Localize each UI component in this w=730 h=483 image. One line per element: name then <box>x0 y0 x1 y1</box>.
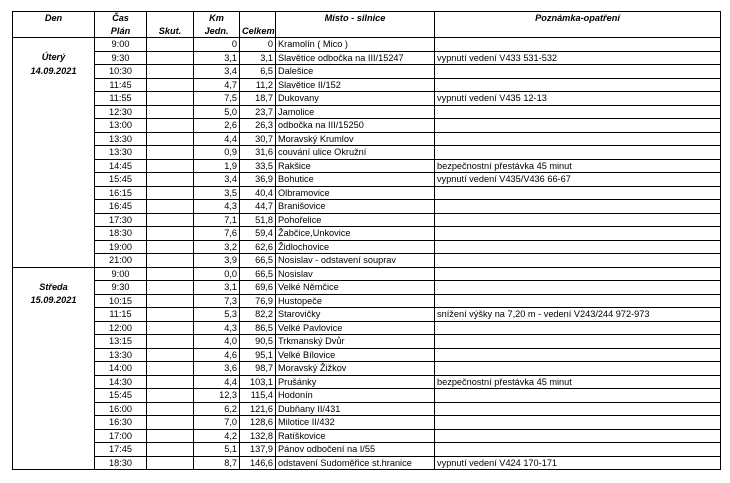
cell-km-celkem: 132,8 <box>240 429 276 443</box>
table-row <box>13 375 721 389</box>
cell-poznamka <box>435 65 721 79</box>
day-cell <box>13 416 95 430</box>
cell-misto: Olbramovice <box>276 186 435 200</box>
cell-plan: 9:30 <box>95 51 147 65</box>
cell-km-celkem: 95,1 <box>240 348 276 362</box>
cell-plan: 14:45 <box>95 159 147 173</box>
cell-plan: 9:00 <box>95 38 147 52</box>
cell-km-jedn: 3,4 <box>194 173 240 187</box>
cell-km-jedn: 4,4 <box>194 375 240 389</box>
table-row <box>13 132 721 146</box>
cell-km-celkem: 62,6 <box>240 240 276 254</box>
cell-km-celkem: 59,4 <box>240 227 276 241</box>
cell-km-celkem: 146,6 <box>240 456 276 470</box>
cell-poznamka: vypnutí vedení V424 170-171 <box>435 456 721 470</box>
table-row <box>13 308 721 322</box>
cell-km-celkem: 6,5 <box>240 65 276 79</box>
table-row <box>13 416 721 430</box>
cell-plan: 10:15 <box>95 294 147 308</box>
table-row <box>13 294 721 308</box>
day-cell <box>13 159 95 173</box>
cell-plan: 17:00 <box>95 429 147 443</box>
cell-poznamka <box>435 200 721 214</box>
table-row <box>13 119 721 133</box>
cell-skut <box>147 65 194 79</box>
cell-km-celkem: 36,9 <box>240 173 276 187</box>
cell-misto: Velké Pavlovice <box>276 321 435 335</box>
cell-misto: Kramolín ( Mico ) <box>276 38 435 52</box>
cell-plan: 11:55 <box>95 92 147 106</box>
cell-km-celkem: 44,7 <box>240 200 276 214</box>
cell-poznamka <box>435 416 721 430</box>
cell-km-celkem: 23,7 <box>240 105 276 119</box>
cell-km-celkem: 66,5 <box>240 254 276 268</box>
cell-km-celkem: 121,6 <box>240 402 276 416</box>
header-row-1 <box>13 12 721 25</box>
cell-plan: 18:30 <box>95 456 147 470</box>
day-date: 14.09.2021 <box>13 65 95 79</box>
header-plan: Plán <box>95 24 147 38</box>
cell-plan: 13:30 <box>95 132 147 146</box>
cell-km-celkem: 115,4 <box>240 389 276 403</box>
cell-poznamka <box>435 348 721 362</box>
header-cas: Čas <box>95 12 147 25</box>
cell-skut <box>147 254 194 268</box>
cell-misto: Hustopeče <box>276 294 435 308</box>
cell-skut <box>147 281 194 295</box>
cell-misto: odstavení Sudoměřice st.hranice <box>276 456 435 470</box>
table-row <box>13 362 721 376</box>
table-row <box>13 321 721 335</box>
cell-misto: Velké Němčice <box>276 281 435 295</box>
cell-km-celkem: 18,7 <box>240 92 276 106</box>
cell-poznamka <box>435 105 721 119</box>
cell-skut <box>147 456 194 470</box>
day-cell <box>13 173 95 187</box>
cell-poznamka <box>435 321 721 335</box>
cell-poznamka: vypnutí vedení V433 531-532 <box>435 51 721 65</box>
table-row <box>13 105 721 119</box>
cell-skut <box>147 92 194 106</box>
cell-misto: Dukovany <box>276 92 435 106</box>
cell-poznamka: vypnutí vedení V435/V436 66-67 <box>435 173 721 187</box>
cell-skut <box>147 105 194 119</box>
cell-skut <box>147 159 194 173</box>
cell-km-jedn: 0 <box>194 38 240 52</box>
cell-km-celkem: 137,9 <box>240 443 276 457</box>
cell-plan: 17:30 <box>95 213 147 227</box>
cell-misto: Dalešice <box>276 65 435 79</box>
cell-plan: 13:30 <box>95 348 147 362</box>
day-cell <box>13 402 95 416</box>
cell-km-celkem: 40,4 <box>240 186 276 200</box>
cell-plan: 16:30 <box>95 416 147 430</box>
cell-skut <box>147 335 194 349</box>
cell-poznamka <box>435 335 721 349</box>
cell-km-jedn: 4,2 <box>194 429 240 443</box>
cell-km-jedn: 3,6 <box>194 362 240 376</box>
cell-km-jedn: 4,3 <box>194 321 240 335</box>
cell-poznamka <box>435 119 721 133</box>
table-row <box>13 146 721 160</box>
cell-plan: 12:00 <box>95 321 147 335</box>
cell-km-celkem: 26,3 <box>240 119 276 133</box>
cell-km-jedn: 7,6 <box>194 227 240 241</box>
cell-poznamka <box>435 132 721 146</box>
cell-misto: Branišovice <box>276 200 435 214</box>
cell-plan: 15:45 <box>95 389 147 403</box>
cell-km-celkem: 3,1 <box>240 51 276 65</box>
day-cell <box>13 200 95 214</box>
day-cell <box>13 92 95 106</box>
cell-poznamka <box>435 146 721 160</box>
cell-km-jedn: 4,3 <box>194 200 240 214</box>
schedule-body <box>13 38 721 470</box>
cell-skut <box>147 429 194 443</box>
route-schedule-table <box>12 11 721 470</box>
table-row <box>13 267 721 281</box>
table-row <box>13 38 721 52</box>
cell-plan: 9:30 <box>95 281 147 295</box>
cell-skut <box>147 213 194 227</box>
cell-misto: Žabčice,Unkovice <box>276 227 435 241</box>
cell-plan: 15:45 <box>95 173 147 187</box>
cell-poznamka <box>435 402 721 416</box>
cell-poznamka <box>435 389 721 403</box>
cell-km-celkem: 103,1 <box>240 375 276 389</box>
cell-skut <box>147 402 194 416</box>
header-skut: Skut. <box>147 24 194 38</box>
cell-km-jedn: 5,0 <box>194 105 240 119</box>
cell-skut <box>147 51 194 65</box>
table-row <box>13 51 721 65</box>
cell-km-celkem: 128,6 <box>240 416 276 430</box>
cell-km-jedn: 1,9 <box>194 159 240 173</box>
cell-km-jedn: 4,4 <box>194 132 240 146</box>
day-cell <box>13 186 95 200</box>
cell-km-jedn: 6,2 <box>194 402 240 416</box>
table-row <box>13 389 721 403</box>
cell-skut <box>147 38 194 52</box>
day-cell <box>13 146 95 160</box>
cell-misto: Slavětice odbočka na III/15247 <box>276 51 435 65</box>
day-cell <box>13 119 95 133</box>
table-row <box>13 254 721 268</box>
cell-skut <box>147 186 194 200</box>
cell-km-celkem: 33,5 <box>240 159 276 173</box>
cell-poznamka <box>435 254 721 268</box>
cell-skut <box>147 443 194 457</box>
cell-misto: odbočka na III/15250 <box>276 119 435 133</box>
cell-misto: Pohořelice <box>276 213 435 227</box>
cell-km-jedn: 3,9 <box>194 254 240 268</box>
table-row <box>13 159 721 173</box>
cell-poznamka <box>435 186 721 200</box>
cell-km-jedn: 7,3 <box>194 294 240 308</box>
cell-skut <box>147 240 194 254</box>
cell-km-jedn: 7,0 <box>194 416 240 430</box>
cell-plan: 16:45 <box>95 200 147 214</box>
header-misto-bottom <box>276 24 435 38</box>
day-cell <box>13 105 95 119</box>
cell-poznamka <box>435 362 721 376</box>
cell-skut <box>147 294 194 308</box>
cell-misto: Židlochovice <box>276 240 435 254</box>
cell-misto: Prušánky <box>276 375 435 389</box>
cell-poznamka <box>435 281 721 295</box>
cell-plan: 12:30 <box>95 105 147 119</box>
table-row <box>13 456 721 470</box>
day-cell <box>13 348 95 362</box>
day-cell <box>13 362 95 376</box>
cell-misto: Trkmanský Dvůr <box>276 335 435 349</box>
table-row <box>13 429 721 443</box>
cell-km-jedn: 2,6 <box>194 119 240 133</box>
cell-km-celkem: 11,2 <box>240 78 276 92</box>
cell-skut <box>147 200 194 214</box>
cell-plan: 13:00 <box>95 119 147 133</box>
day-cell <box>13 335 95 349</box>
cell-misto: Milotice II/432 <box>276 416 435 430</box>
cell-plan: 18:30 <box>95 227 147 241</box>
table-row <box>13 281 721 295</box>
cell-misto: Bohutice <box>276 173 435 187</box>
day-name: Středa <box>13 281 95 295</box>
day-cell <box>13 429 95 443</box>
cell-km-celkem: 31,6 <box>240 146 276 160</box>
cell-plan: 13:15 <box>95 335 147 349</box>
header-skut-top <box>147 12 194 25</box>
cell-poznamka: bezpečnostní přestávka 45 minut <box>435 159 721 173</box>
cell-km-celkem: 69,6 <box>240 281 276 295</box>
cell-km-jedn: 7,5 <box>194 92 240 106</box>
table-row <box>13 402 721 416</box>
cell-plan: 13:30 <box>95 146 147 160</box>
cell-misto: Hodonín <box>276 389 435 403</box>
cell-km-jedn: 4,6 <box>194 348 240 362</box>
cell-poznamka: bezpečnostní přestávka 45 minut <box>435 375 721 389</box>
cell-km-jedn: 7,1 <box>194 213 240 227</box>
day-cell <box>13 375 95 389</box>
day-cell <box>13 321 95 335</box>
cell-km-celkem: 82,2 <box>240 308 276 322</box>
cell-km-jedn: 8,7 <box>194 456 240 470</box>
cell-plan: 16:15 <box>95 186 147 200</box>
cell-skut <box>147 416 194 430</box>
cell-skut <box>147 227 194 241</box>
cell-km-jedn: 5,3 <box>194 308 240 322</box>
table-row <box>13 348 721 362</box>
cell-plan: 19:00 <box>95 240 147 254</box>
cell-skut <box>147 362 194 376</box>
day-date: 15.09.2021 <box>13 294 95 308</box>
cell-misto: Slavětice II/152 <box>276 78 435 92</box>
day-cell <box>13 254 95 268</box>
cell-skut <box>147 267 194 281</box>
cell-poznamka <box>435 78 721 92</box>
cell-misto: Nosislav - odstavení souprav <box>276 254 435 268</box>
table-row <box>13 78 721 92</box>
header-den: Den <box>13 12 95 25</box>
table-row <box>13 240 721 254</box>
cell-poznamka <box>435 443 721 457</box>
table-row <box>13 335 721 349</box>
cell-km-jedn: 3,1 <box>194 281 240 295</box>
cell-poznamka <box>435 240 721 254</box>
cell-km-celkem: 30,7 <box>240 132 276 146</box>
cell-km-jedn: 0,0 <box>194 267 240 281</box>
cell-skut <box>147 146 194 160</box>
cell-misto: Nosislav <box>276 267 435 281</box>
table-row <box>13 443 721 457</box>
cell-plan: 21:00 <box>95 254 147 268</box>
cell-poznamka <box>435 213 721 227</box>
cell-plan: 14:30 <box>95 375 147 389</box>
header-km: Km <box>194 12 240 25</box>
cell-km-jedn: 3,2 <box>194 240 240 254</box>
day-cell <box>13 456 95 470</box>
cell-skut <box>147 389 194 403</box>
table-row <box>13 173 721 187</box>
day-cell <box>13 267 95 281</box>
cell-misto: couvání ulice Okružní <box>276 146 435 160</box>
day-cell <box>13 78 95 92</box>
header-celkem-top <box>240 12 276 25</box>
cell-plan: 14:00 <box>95 362 147 376</box>
cell-misto: Dubňany II/431 <box>276 402 435 416</box>
cell-misto: Moravský Krumlov <box>276 132 435 146</box>
cell-misto: Jamolice <box>276 105 435 119</box>
cell-misto: Moravský Žižkov <box>276 362 435 376</box>
cell-misto: Starovičky <box>276 308 435 322</box>
cell-poznamka: snížení výšky na 7,20 m - vedení V243/244 972-973 <box>435 308 721 322</box>
header-row-2 <box>13 24 721 38</box>
cell-km-celkem: 86,5 <box>240 321 276 335</box>
cell-misto: Ratíškovice <box>276 429 435 443</box>
table-row <box>13 65 721 79</box>
cell-km-celkem: 76,9 <box>240 294 276 308</box>
day-cell <box>13 38 95 52</box>
table-row <box>13 227 721 241</box>
day-cell <box>13 227 95 241</box>
table-row <box>13 200 721 214</box>
header-misto: Místo - silnice <box>276 12 435 25</box>
cell-skut <box>147 308 194 322</box>
cell-km-jedn: 3,4 <box>194 65 240 79</box>
cell-plan: 17:45 <box>95 443 147 457</box>
cell-skut <box>147 321 194 335</box>
cell-km-jedn: 4,7 <box>194 78 240 92</box>
cell-misto: Rakšice <box>276 159 435 173</box>
header-poznamka-bottom <box>435 24 721 38</box>
day-cell <box>13 213 95 227</box>
cell-poznamka <box>435 429 721 443</box>
day-cell <box>13 308 95 322</box>
cell-km-celkem: 98,7 <box>240 362 276 376</box>
cell-skut <box>147 173 194 187</box>
cell-plan: 10:30 <box>95 65 147 79</box>
cell-skut <box>147 348 194 362</box>
cell-plan: 9:00 <box>95 267 147 281</box>
cell-km-jedn: 0,9 <box>194 146 240 160</box>
table-row <box>13 186 721 200</box>
cell-plan: 16:00 <box>95 402 147 416</box>
cell-km-jedn: 4,0 <box>194 335 240 349</box>
cell-km-jedn: 12,3 <box>194 389 240 403</box>
cell-poznamka <box>435 267 721 281</box>
cell-misto: Pánov odbočení na I/55 <box>276 443 435 457</box>
cell-skut <box>147 375 194 389</box>
cell-poznamka: vypnutí vedení V435 12-13 <box>435 92 721 106</box>
day-cell <box>13 132 95 146</box>
cell-km-jedn: 3,5 <box>194 186 240 200</box>
cell-km-celkem: 90,5 <box>240 335 276 349</box>
day-cell <box>13 240 95 254</box>
cell-km-celkem: 51,8 <box>240 213 276 227</box>
table-row <box>13 92 721 106</box>
cell-skut <box>147 78 194 92</box>
cell-misto: Velké Bílovice <box>276 348 435 362</box>
header-poznamka: Poznámka-opatření <box>535 13 620 23</box>
day-cell <box>13 389 95 403</box>
header-jedn: Jedn. <box>194 24 240 38</box>
cell-poznamka <box>435 227 721 241</box>
cell-poznamka <box>435 294 721 308</box>
header-den-bottom <box>13 24 95 38</box>
cell-plan: 11:45 <box>95 78 147 92</box>
cell-km-celkem: 0 <box>240 38 276 52</box>
cell-skut <box>147 119 194 133</box>
day-name: Úterý <box>13 51 95 65</box>
cell-plan: 11:15 <box>95 308 147 322</box>
cell-km-celkem: 66,5 <box>240 267 276 281</box>
table-row <box>13 213 721 227</box>
cell-skut <box>147 132 194 146</box>
cell-km-jedn: 5,1 <box>194 443 240 457</box>
day-cell <box>13 443 95 457</box>
cell-poznamka <box>435 38 721 52</box>
header-celkem: Celkem <box>240 24 276 38</box>
cell-km-jedn: 3,1 <box>194 51 240 65</box>
